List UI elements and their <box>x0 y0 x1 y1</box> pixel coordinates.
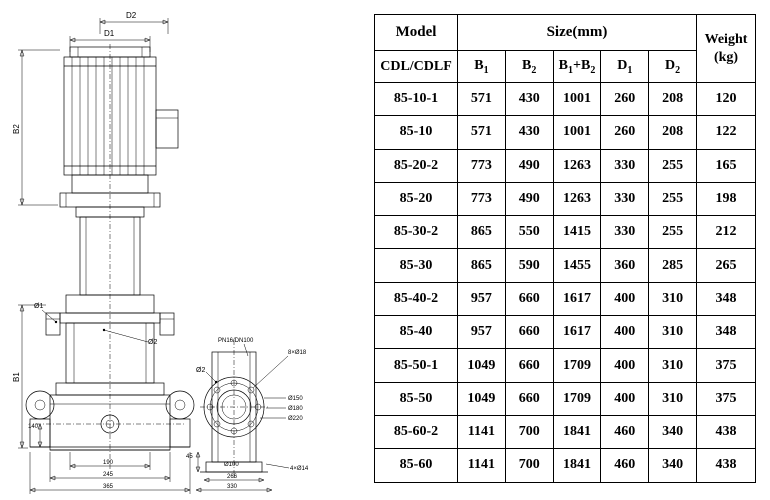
cell-d1: 260 <box>601 116 649 149</box>
header-size: Size(mm) <box>458 15 697 51</box>
table-row <box>375 415 756 448</box>
cell-d2: 208 <box>649 83 697 116</box>
cell-b1: 1049 <box>458 382 506 415</box>
cell-b1: 865 <box>458 216 506 249</box>
cell-model: 85-40-2 <box>375 282 458 315</box>
cell-b1-plus-b2: 1709 <box>553 382 601 415</box>
cell-weight: 212 <box>697 216 756 249</box>
table-header <box>375 15 756 83</box>
cell-b1: 1141 <box>458 449 506 482</box>
cell-weight: 438 <box>697 415 756 448</box>
header-sum-sub2: 2 <box>590 64 596 76</box>
cell-b2: 660 <box>505 349 553 382</box>
cell-weight: 265 <box>697 249 756 282</box>
cell-d1: 400 <box>601 382 649 415</box>
specification-table <box>374 14 756 483</box>
cell-b2: 590 <box>505 249 553 282</box>
cell-model: 85-50 <box>375 382 458 415</box>
cell-d2: 340 <box>649 449 697 482</box>
dim-label-b2: B2 <box>12 124 21 134</box>
table-row <box>375 282 756 315</box>
cell-weight: 120 <box>697 83 756 116</box>
header-b1-base: B <box>474 57 484 73</box>
header-d2-sub: 2 <box>675 64 681 76</box>
dim-label-d220: Ø220 <box>288 416 303 422</box>
header-sum-plus: +B <box>573 57 591 73</box>
cell-b1: 773 <box>458 182 506 215</box>
cell-b1-plus-b2: 1841 <box>553 449 601 482</box>
cell-d2: 255 <box>649 216 697 249</box>
dim-label-190: 190 <box>103 460 114 466</box>
cell-model: 85-20-2 <box>375 149 458 182</box>
cell-b1: 865 <box>458 249 506 282</box>
cell-d1: 400 <box>601 282 649 315</box>
cell-b1-plus-b2: 1263 <box>553 149 601 182</box>
cell-model: 85-20 <box>375 182 458 215</box>
cell-d1: 330 <box>601 216 649 249</box>
dim-label-45: 45 <box>186 454 193 460</box>
table-row <box>375 116 756 149</box>
header-model: Model <box>375 15 458 51</box>
cell-b2: 550 <box>505 216 553 249</box>
cell-d2: 310 <box>649 316 697 349</box>
cell-d1: 330 <box>601 149 649 182</box>
cell-weight: 438 <box>697 449 756 482</box>
cell-b2: 700 <box>505 415 553 448</box>
cell-b2: 660 <box>505 316 553 349</box>
cell-d2: 255 <box>649 149 697 182</box>
cell-weight: 122 <box>697 116 756 149</box>
cell-b2: 490 <box>505 182 553 215</box>
cell-d2: 208 <box>649 116 697 149</box>
cell-d1: 260 <box>601 83 649 116</box>
header-sum-sub1: 1 <box>568 64 573 76</box>
cell-d2: 285 <box>649 249 697 282</box>
cell-d2: 255 <box>649 182 697 215</box>
cell-model: 85-60 <box>375 449 458 482</box>
table-row <box>375 249 756 282</box>
cell-weight: 375 <box>697 349 756 382</box>
cell-model: 85-10 <box>375 116 458 149</box>
cell-d2: 310 <box>649 349 697 382</box>
table-row <box>375 382 756 415</box>
cell-weight: 348 <box>697 282 756 315</box>
cell-model: 85-50-1 <box>375 349 458 382</box>
table-row <box>375 216 756 249</box>
cell-b2: 490 <box>505 149 553 182</box>
cell-weight: 165 <box>697 149 756 182</box>
header-b1 <box>458 51 506 83</box>
dim-label-phi2-side: Ø2 <box>196 367 206 374</box>
header-b2-sub: 2 <box>531 64 537 76</box>
pump-dimension-drawing <box>0 0 372 500</box>
header-d1-sub: 1 <box>627 64 633 76</box>
cell-d1: 400 <box>601 349 649 382</box>
dim-label-330: 330 <box>227 484 238 490</box>
cell-model: 85-60-2 <box>375 415 458 448</box>
dim-label-d1: D1 <box>104 29 115 38</box>
dim-label-phi1: Ø1 <box>34 303 44 310</box>
dim-label-d150: Ø150 <box>288 396 303 402</box>
cell-b1: 773 <box>458 149 506 182</box>
cell-b1-plus-b2: 1415 <box>553 216 601 249</box>
cell-b1: 1049 <box>458 349 506 382</box>
cell-model: 85-40 <box>375 316 458 349</box>
header-weight-line2: (kg) <box>713 49 739 65</box>
table-header-row-1 <box>375 15 756 51</box>
cell-d2: 310 <box>649 282 697 315</box>
table-row <box>375 349 756 382</box>
cell-b2: 430 <box>505 83 553 116</box>
cell-b1: 571 <box>458 83 506 116</box>
table-row <box>375 182 756 215</box>
cell-weight: 348 <box>697 316 756 349</box>
cell-b1-plus-b2: 1001 <box>553 116 601 149</box>
header-b2-base: B <box>522 57 532 73</box>
table-row <box>375 449 756 482</box>
cell-b2: 430 <box>505 116 553 149</box>
cell-d2: 340 <box>649 415 697 448</box>
cell-b1-plus-b2: 1617 <box>553 316 601 349</box>
cell-d1: 460 <box>601 449 649 482</box>
header-weight-line1: Weight <box>704 32 748 47</box>
dim-label-d100: Ø100 <box>224 462 239 468</box>
table-row <box>375 149 756 182</box>
header-weight <box>697 15 756 83</box>
header-model-series: CDL/CDLF <box>375 51 458 83</box>
dim-label-d2: D2 <box>126 11 137 20</box>
header-b1-plus-b2 <box>553 51 601 83</box>
cell-b2: 700 <box>505 449 553 482</box>
cell-d2: 310 <box>649 382 697 415</box>
cell-b1-plus-b2: 1617 <box>553 282 601 315</box>
dim-label-4xd14: 4×Ø14 <box>290 466 309 472</box>
header-d1 <box>601 51 649 83</box>
cell-model: 85-30-2 <box>375 216 458 249</box>
dim-label-b1: B1 <box>12 372 21 382</box>
cell-d1: 360 <box>601 249 649 282</box>
cell-b1-plus-b2: 1709 <box>553 349 601 382</box>
flange-spec-label: PN16/DN100 <box>218 338 254 344</box>
cell-b1-plus-b2: 1841 <box>553 415 601 448</box>
cell-b1-plus-b2: 1001 <box>553 83 601 116</box>
cell-b2: 660 <box>505 282 553 315</box>
dim-label-245: 245 <box>103 472 114 478</box>
header-d2 <box>649 51 697 83</box>
cell-b1: 571 <box>458 116 506 149</box>
cell-weight: 375 <box>697 382 756 415</box>
dim-label-8xd18: 8×Ø18 <box>288 350 307 356</box>
cell-b1: 1141 <box>458 415 506 448</box>
cell-b1-plus-b2: 1455 <box>553 249 601 282</box>
header-b1-sub: 1 <box>483 64 489 76</box>
header-d2-base: D <box>665 57 676 73</box>
cell-b1-plus-b2: 1263 <box>553 182 601 215</box>
table-row <box>375 83 756 116</box>
cell-d1: 460 <box>601 415 649 448</box>
cell-b2: 660 <box>505 382 553 415</box>
dim-label-140: 140 <box>28 424 39 430</box>
cell-d1: 400 <box>601 316 649 349</box>
dim-label-d180: Ø180 <box>288 406 303 412</box>
dim-label-phi2: Ø2 <box>148 339 158 346</box>
header-b2 <box>505 51 553 83</box>
dim-label-365: 365 <box>103 484 114 490</box>
specification-table-panel <box>374 14 756 483</box>
header-d1-base: D <box>617 57 628 73</box>
table-body <box>375 83 756 483</box>
table-row <box>375 316 756 349</box>
cell-weight: 198 <box>697 182 756 215</box>
cell-model: 85-30 <box>375 249 458 282</box>
cell-d1: 330 <box>601 182 649 215</box>
dim-label-266: 266 <box>227 474 238 480</box>
cell-b1: 957 <box>458 316 506 349</box>
cell-b1: 957 <box>458 282 506 315</box>
header-sum-base: B <box>558 57 568 73</box>
cell-model: 85-10-1 <box>375 83 458 116</box>
